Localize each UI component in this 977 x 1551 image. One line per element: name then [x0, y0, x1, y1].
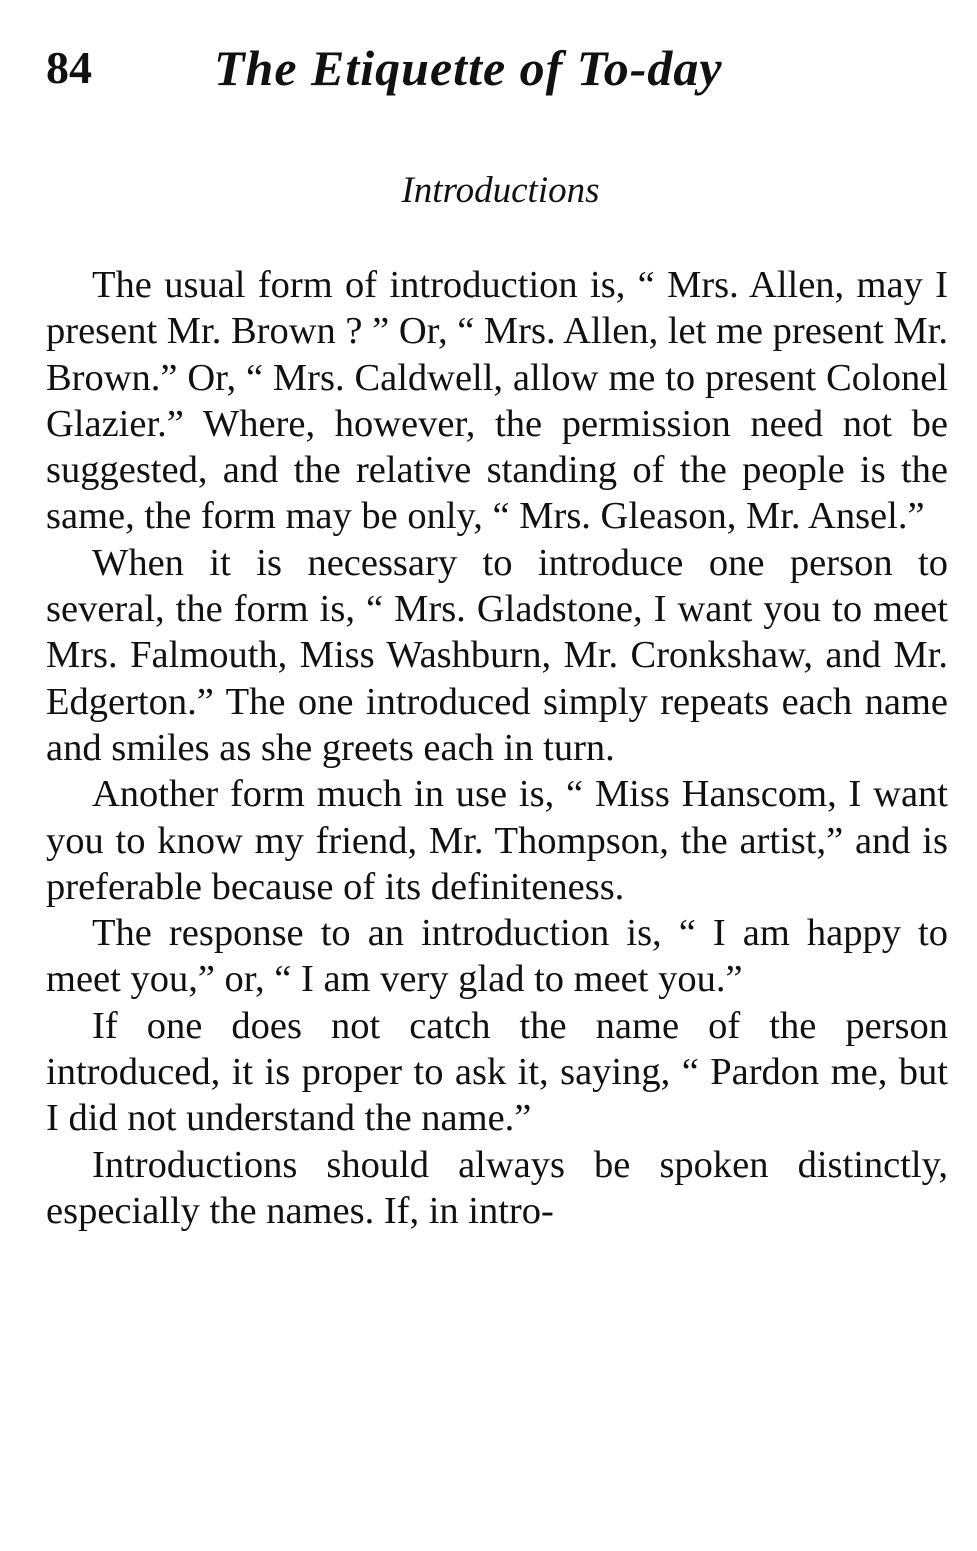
paragraph-response: The response to an introduction is, “ I am happy to meet you,” or, “ I am very glad to meet you.” [46, 912, 948, 1001]
running-head [46, 38, 946, 108]
paragraph-introduce-to-several: When it is necessary to introduce one person to several, the form is, “ Mrs. Gladstone, I want you to meet Mrs. Falmouth, Miss Washburn, Mr. Cronkshaw, and Mr. Edgerton.” The one introduced simply repeats each name and smiles as she greets each in turn. [46, 541, 948, 769]
paragraph-name-not-caught: If one does not catch the name of the person introduced, it is proper to ask it, saying, “ Pardon me, but I did not understand the name.” [46, 1004, 948, 1140]
page-number: 84 [46, 42, 92, 93]
paragraph-another-form: Another form much in use is, “ Miss Hanscom, I want you to know my friend, Mr. Thompson, the artist,” and is preferable because of its definiteness. [46, 773, 948, 908]
paragraph-introduction-forms: The usual form of introduction is, “ Mrs. Allen, may I present Mr. Brown ? ” Or, “ Mrs. Allen, let me present Mr. Brown.” Or, “ Mrs. Caldwell, allow me to present Colonel Glazier.” Where, however, the permission need not be suggested, and the relative standing of the people is the same, the form may be only, “ Mrs. Gleason, Mr. Ansel.” [46, 264, 948, 538]
body-text [46, 262, 948, 1234]
section-heading: Introductions [401, 170, 600, 211]
paragraph-speak-distinctly: Introductions should always be spoken distinctly, especially the names. If, in intro- [46, 1143, 948, 1232]
book-title: The Etiquette of To-day [214, 40, 723, 96]
